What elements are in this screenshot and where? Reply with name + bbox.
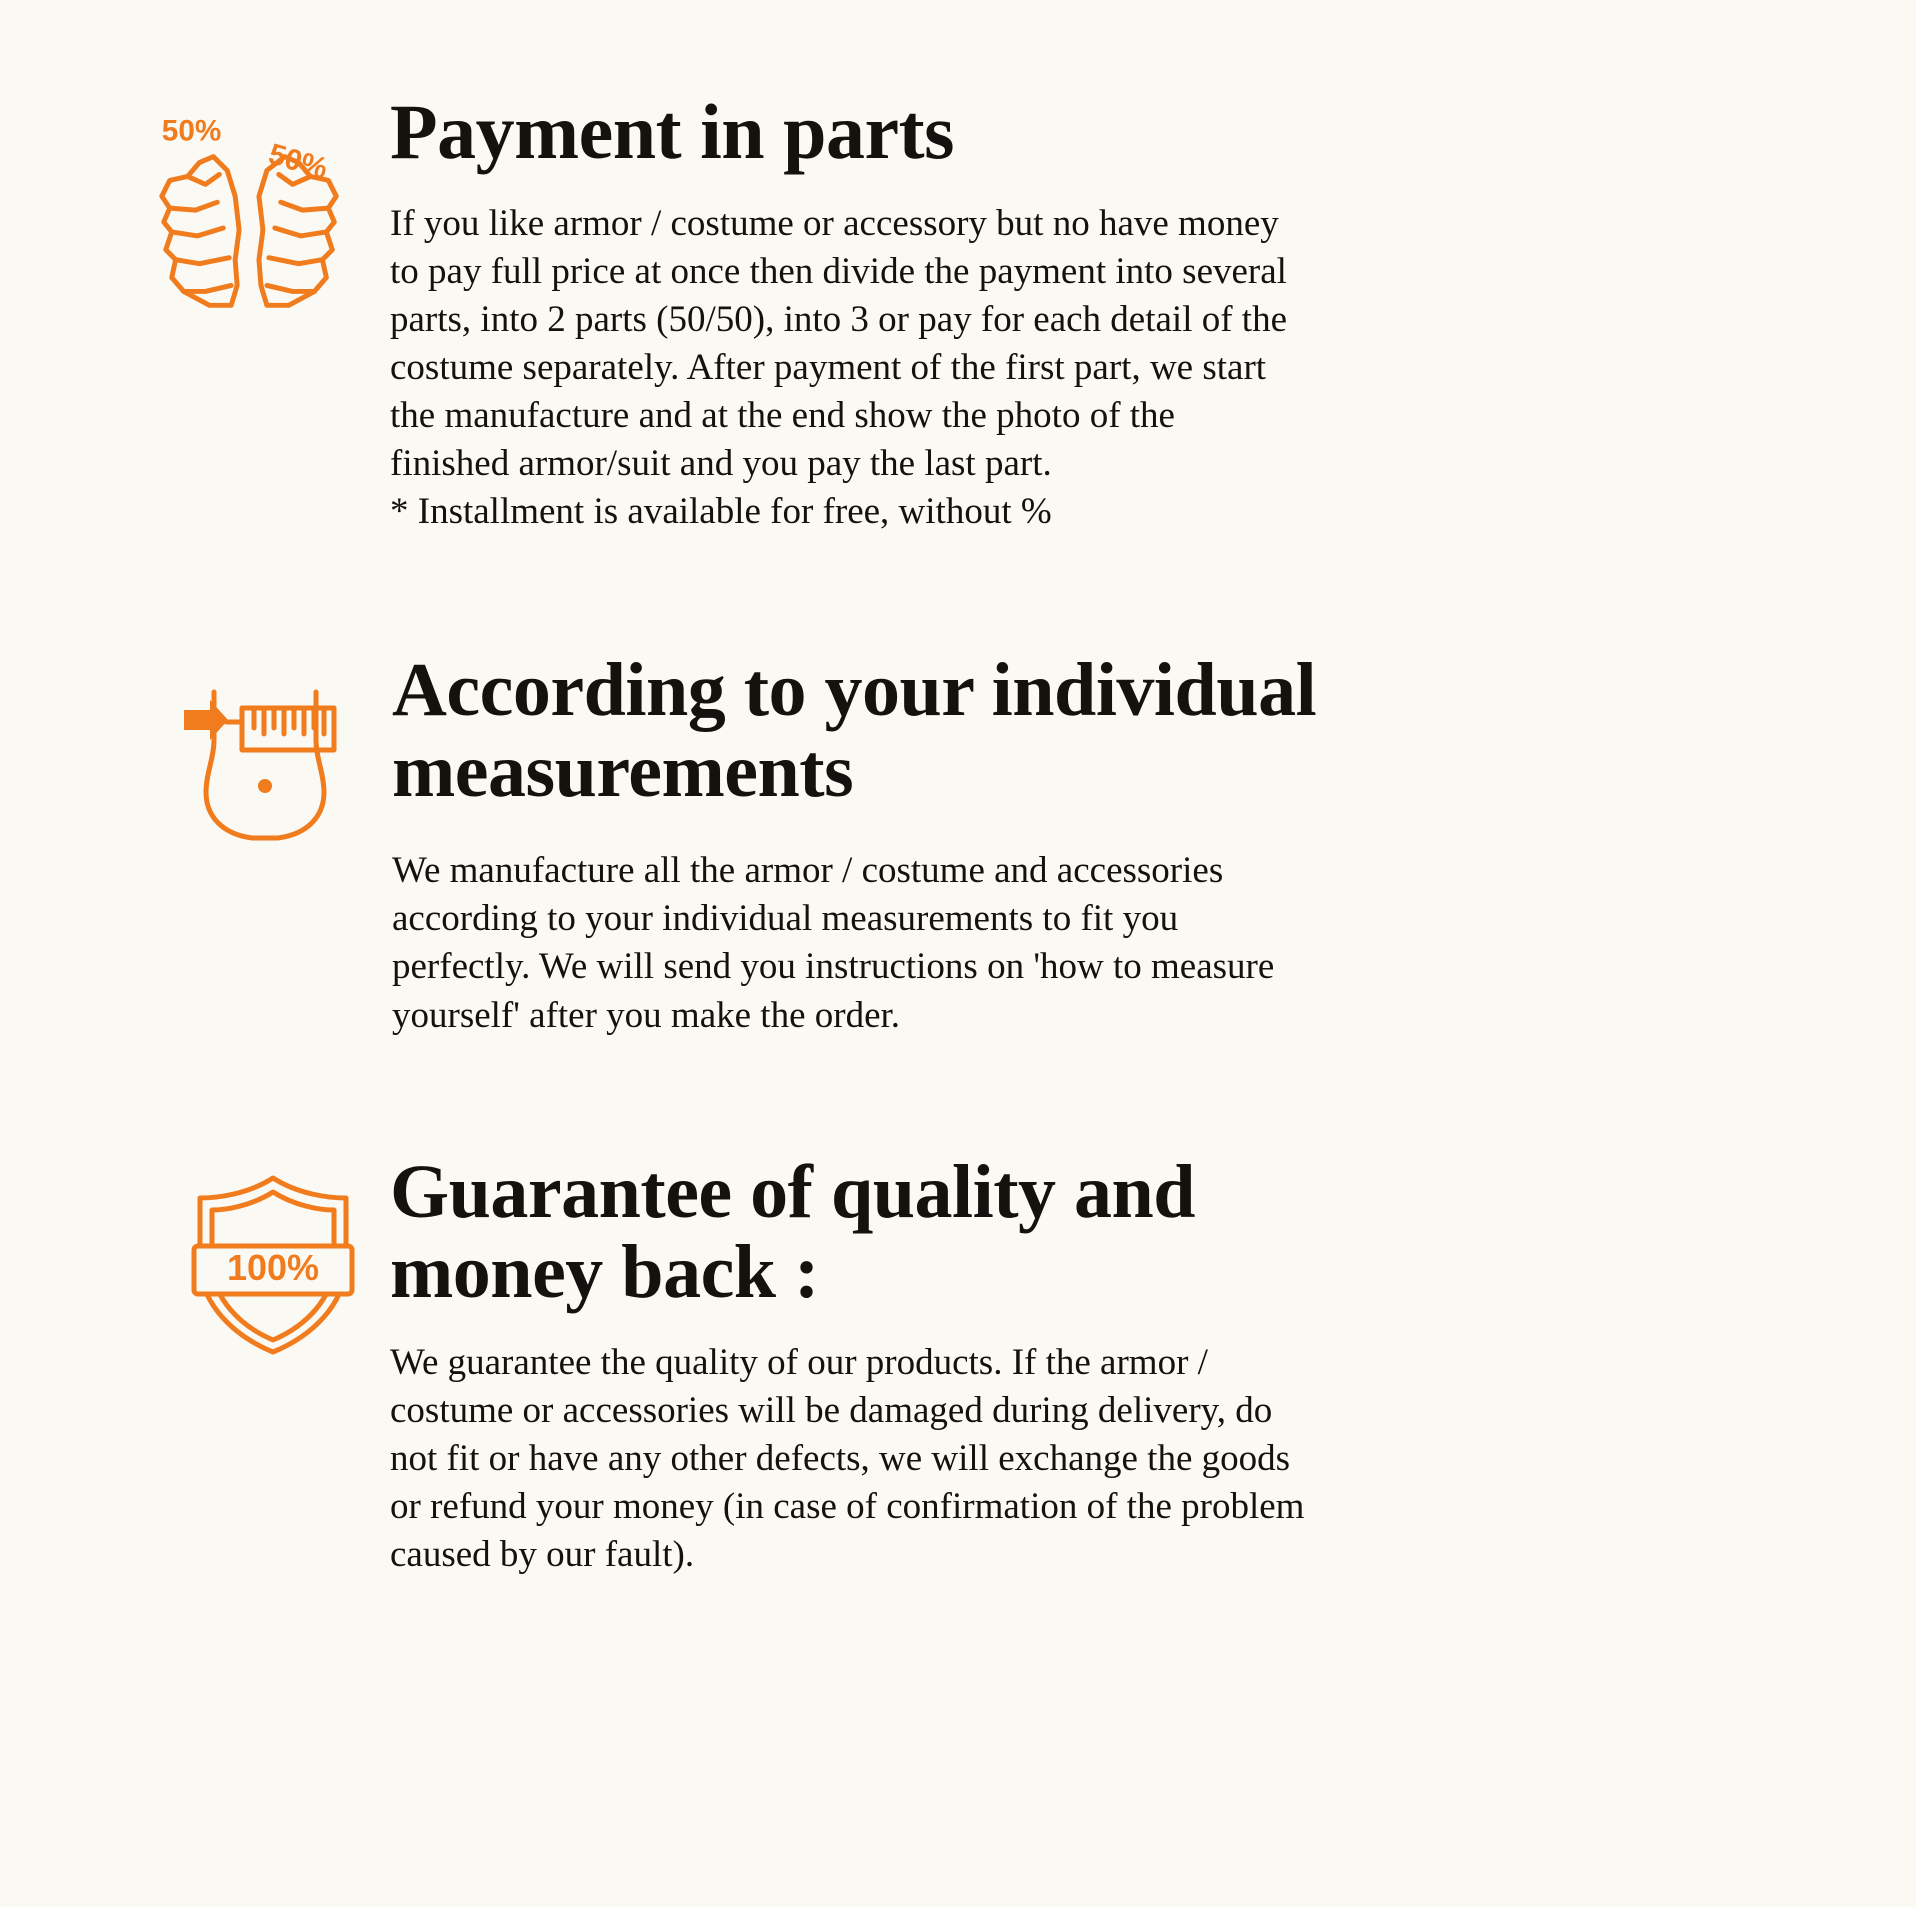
feature-payment-paragraph: If you like armor / costume or accessory but no have money to pay full price at once then divide the payment into several parts, into 2 parts (50/50), into 3 or pay for each detail of the costume separately. After payment of the first part, we start the manufacture and at the end show the photo of the finished armor/suit and you pay the last part.: [390, 202, 1287, 485]
feature-individual-measurements: [0, 648, 1916, 1039]
feature-guarantee-body: [390, 1150, 1350, 1580]
feature-measurements-body: [392, 648, 1352, 1039]
page-title-guarantee: Guarantee of quality and money back :: [390, 1149, 1196, 1315]
feature-payment-note: * Installment is available for free, without %: [390, 491, 1052, 533]
split-armor-50-percent-icon: [140, 92, 390, 340]
feature-measurements-text: We manufacture all the armor / costume and accessories according to your individual measurements to fit you perfectly. We will send you instructions on 'how to measure yourself' after you make the order.: [392, 850, 1275, 1036]
icon-label-left-50: 50%: [161, 114, 222, 148]
measuring-tape-waist-icon: [140, 648, 392, 850]
feature-guarantee-text: We guarantee the quality of our products. If the armor / costume or accessories will be damaged during delivery, do not fit or have any other defects, we will exchange the goods or refund your money (in case of confirmation of the problem caused by our fault).: [390, 1341, 1305, 1576]
icon-label-100-percent: 100%: [226, 1246, 320, 1288]
feature-payment-body: [390, 88, 1350, 536]
feature-payment-text: [390, 200, 1295, 537]
feature-guarantee-of-quality: [0, 1150, 1916, 1580]
page-title-measurements: According to your individual measurements: [392, 648, 1317, 813]
page-title-payment: Payment in parts: [390, 88, 954, 175]
icon-label-right-50: 50%: [264, 137, 332, 186]
shield-100-percent-icon: [140, 1150, 390, 1360]
feature-payment-in-parts: [0, 88, 1916, 536]
